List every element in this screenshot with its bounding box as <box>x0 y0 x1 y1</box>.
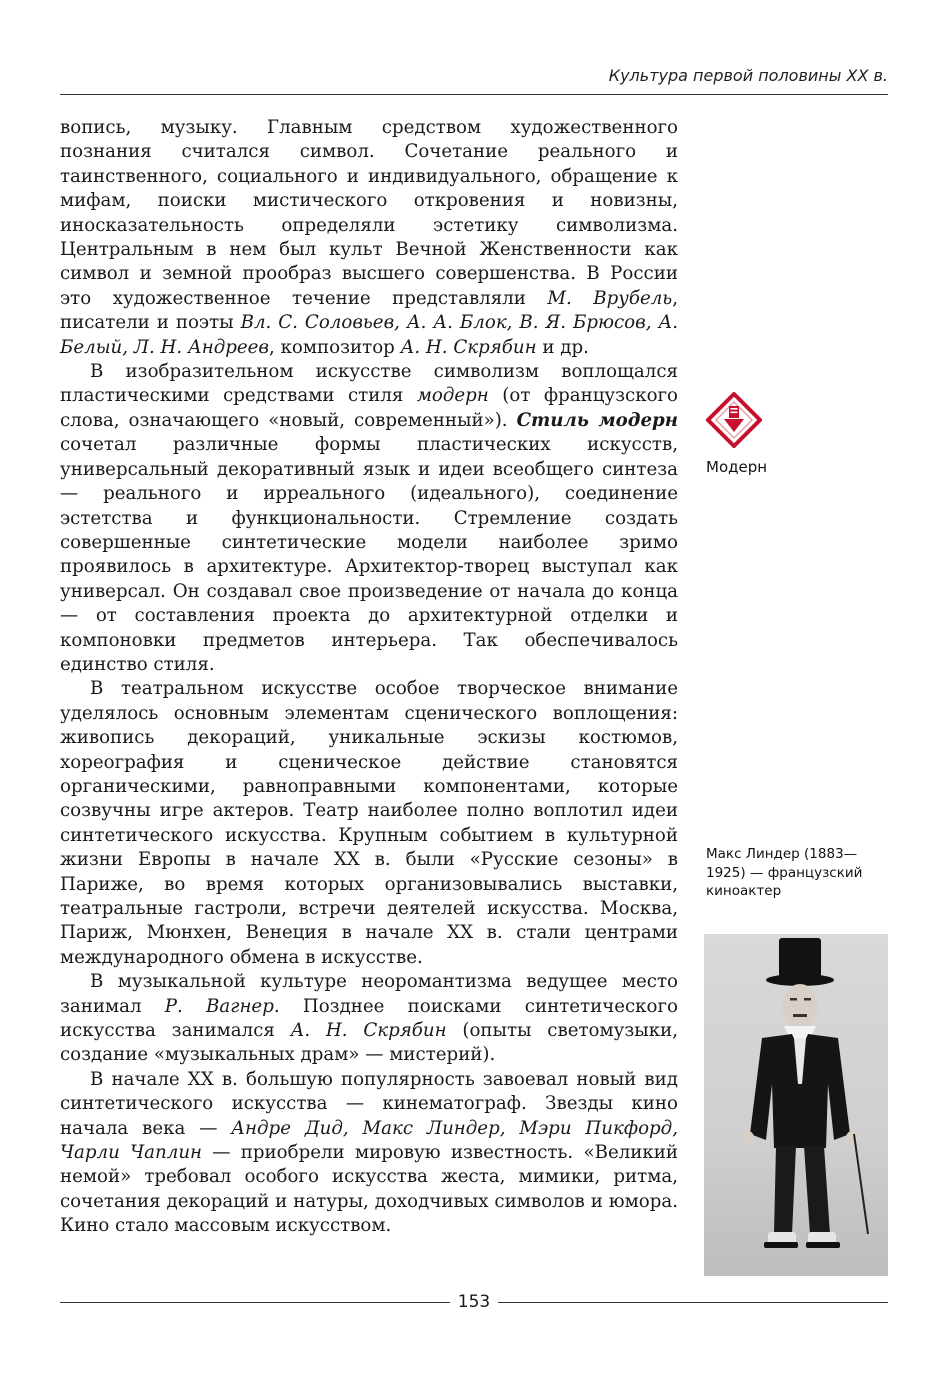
paragraph-2 <box>60 360 678 677</box>
text-run: (опыты светомузыки, создание «музыкальных драм» — мистерий). <box>60 1020 678 1066</box>
modern-style-diamond-icon <box>706 392 762 448</box>
text-run: , писатели и поэты <box>60 287 678 334</box>
text-run: — приобрели мировую известность. «Великий немой» требовал особого искусства жеста, мимики, ритма, сочетания декораций и натуры, доходчивых символов и юмора. Кино стало массовым искусством. <box>60 1142 678 1237</box>
text-run: и др. <box>536 336 589 358</box>
text-run: В музыкальной культуре неоромантизма ведущее место занимал <box>60 971 678 1017</box>
header-rule <box>60 94 888 95</box>
text-run: , композитор <box>269 336 401 358</box>
text-run: сочетал различные формы пластических искусств, универсальный декоративный язык и идеи всеобщего синтеза — реального и ирреального (идеального), соединение эстетства и функциональности. Стремление создать совершенные синтетические модели наиболее зримо проявилось в архитектуре. Архитектор-творец выступал как универсал. Он создавал свое произведение от начала до конца — от составления проекта до архитектурной отделки и компоновки предметов интерьера. Так обеспечивалось единство стиля. <box>60 434 678 675</box>
text-run: В театральном искусстве особое творческое внимание уделялось основным элементам сценического воплощения: живопись декораций, уникальные эскизы костюмов, хореография и сценическое действие становятся органическими, равноправными компонентами, которые созвучны игре актеров. Театр наиболее полно воплотил идеи синтетического искусства. Крупным событием в культурной жизни Европы в начале XX в. были «Русские сезоны» в Париже, во время которых организовывались выставки, театральные гастроли, встречи деятелей искусства. Москва, Париж, Мюнхен, Венеция в начале XX в. стали центрами международного обмена в искусстве. <box>60 678 678 968</box>
paragraph-1 <box>60 116 678 360</box>
text-run: Вл. С. Соловьев, А. А. Блок, В. Я. Брюсов, А. Белый, Л. Н. Андреев <box>60 312 678 358</box>
paragraph-5 <box>60 1068 678 1239</box>
text-run: А. Н. Скрябин <box>400 336 537 358</box>
paragraph-3 <box>60 677 678 970</box>
text-run: вопись, музыку. Главным средством художественного познания считался символ. Сочетание реального и таинственного, социального и индивидуального, обращение к мифам, поиски мистического откровения и новизны, иносказательность определяли эстетику символизма. Центральным в нем был культ Вечной Женственности как символ и земной прообраз высшего совершенства. В России это художественное течение представляли <box>60 117 678 309</box>
paragraph-4 <box>60 970 678 1068</box>
footer-rule-left <box>60 1302 450 1303</box>
text-run: В изобразительном искусстве символизм воплощался пластическими средствами стиля <box>60 361 678 407</box>
main-text <box>60 116 678 1239</box>
max-linder-photo <box>704 934 888 1276</box>
text-run: Стиль модерн <box>516 409 678 431</box>
text-run: модерн <box>416 385 489 407</box>
running-head: Культура первой половины XX в. <box>608 66 888 85</box>
text-run: . Позднее поисками синтетического искусства занимался <box>60 995 678 1042</box>
text-run: А. Н. Скрябин <box>290 1020 447 1042</box>
text-run: В начале XX в. большую популярность завоевал новый вид синтетического искусства — кинематограф. Звезды кино начала века — <box>60 1068 678 1139</box>
text-run: Андре Дид, Макс Линдер, Мэри Пикфорд, Чарли Чаплин <box>60 1117 678 1164</box>
text-run: Р. Вагнер <box>164 995 274 1017</box>
footer-rule-right <box>498 1302 888 1303</box>
figure-caption: Макс Линдер (1883—1925) — французский киноактер <box>706 846 863 899</box>
page-number: 153 <box>457 1292 491 1312</box>
margin-label-modern: Модерн <box>706 458 768 476</box>
text-run: (от французского слова, означающего «новый, современный»). <box>60 385 678 431</box>
text-run: М. Врубель <box>547 287 673 309</box>
